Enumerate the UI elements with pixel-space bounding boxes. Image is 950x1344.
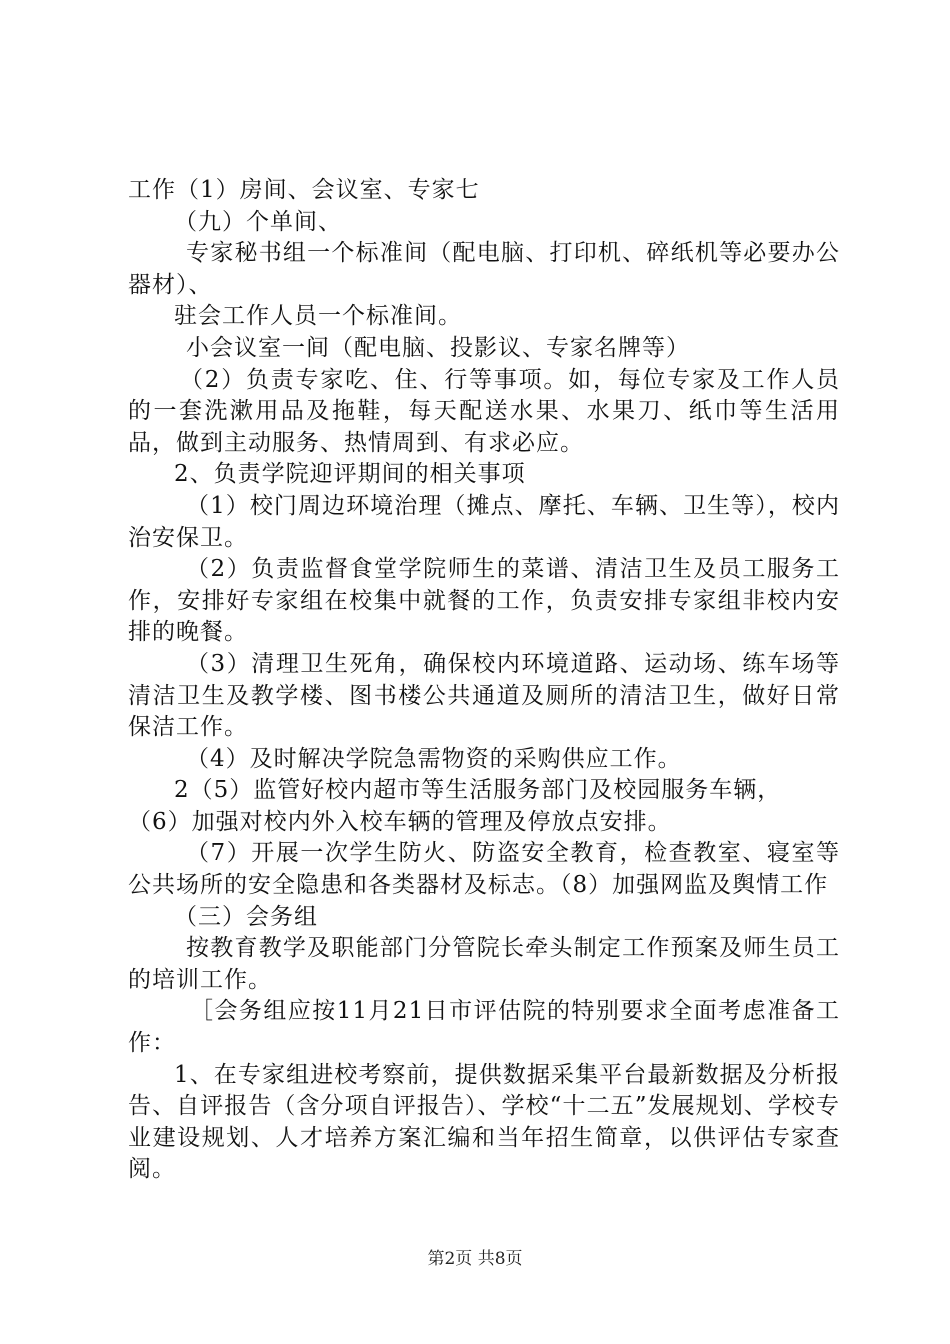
paragraph: 1、在专家组进校考察前，提供数据采集平台最新数据及分析报告、自评报告（含分项自评报告）、学校“十二五”发展规划、学校专业建设规划、人才培养方案汇编和当年招生简章，以供评估专家查阅。 [128,1061,840,1183]
document-body [128,175,840,1186]
paragraph: （九）个单间、 [174,208,342,235]
paragraph: （2）负责监督食堂学院师生的菜谱、清洁卫生及员工服务工作，安排好专家组在校集中就餐的工作，负责安排专家组非校内安排的晚餐。 [128,556,840,646]
paragraph: 按教育教学及职能部门分管院长牵头制定工作预案及师生员工的培训工作。 [128,935,840,993]
paragraph: 2、负责学院迎评期间的相关事项 [174,461,526,488]
paragraph: （7）开展一次学生防火、防盗安全教育，检查教室、寝室等公共场所的安全隐患和各类器材及标志。（8）加强网监及舆情工作 [128,840,840,899]
paragraph: 驻会工作人员一个标准间。 [174,303,462,330]
paragraph: （6）加强对校内外入校车辆的管理及停放点安排。 [128,808,672,835]
paragraph: 2（5）监管好校内超市等生活服务部门及校园服务车辆， [174,777,782,804]
page-number-footer: 第2页 共8页 [427,1249,523,1269]
paragraph: （2）负责专家吃、住、行等事项。如，每位专家及工作人员的一套洗漱用品及拖鞋，每天配送水果、水果刀、纸巾等生活用品，做到主动服务、热情周到、有求必应。 [128,366,840,456]
paragraph: （4）及时解决学院急需物资的采购供应工作。 [186,745,682,772]
paragraph: 专家秘书组一个标准间（配电脑、打印机、碎纸机等必要办公器材）、 [128,240,840,298]
paragraph: （三）会务组 [174,903,318,930]
paragraph: （3）清理卫生死角，确保校内环境道路、运动场、练车场等清洁卫生及教学楼、图书楼公共通道及厕所的清洁卫生，做好日常保洁工作。 [128,650,840,741]
paragraph: （1）校门周边环境治理（摊点、摩托、车辆、卫生等），校内治安保卫。 [128,492,840,551]
paragraph: 小会议室一间（配电脑、投影议、专家名牌等） [186,334,690,361]
paragraph: ［会务组应按11月21日市评估院的特别要求全面考虑准备工作： [128,998,840,1057]
paragraph: 工作（1）房间、会议室、专家七 [128,177,480,203]
